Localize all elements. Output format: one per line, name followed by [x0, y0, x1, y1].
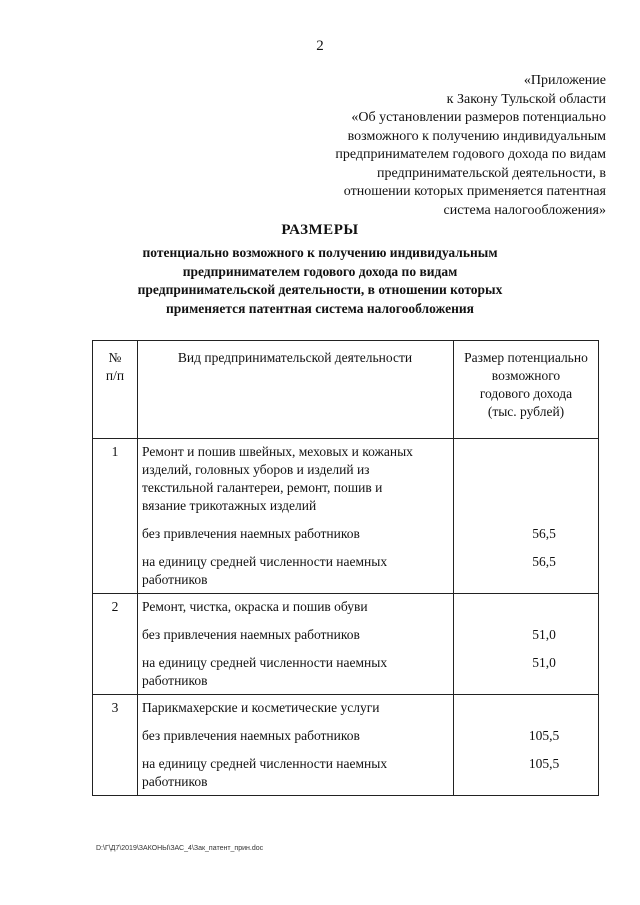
activity-line: изделий, головных уборов и изделий из — [142, 462, 370, 477]
income-value: 56,5 — [532, 554, 556, 569]
table-header-row — [93, 341, 599, 439]
income-value: 105,5 — [528, 756, 560, 771]
header-size-line: (тыс. рублей) — [487, 404, 565, 419]
header-activity-label: Вид предпринимательской деятельности — [177, 350, 413, 365]
table-row — [93, 594, 599, 695]
appendix-line: предпринимательской деятельности, в — [377, 165, 606, 181]
header-number-line: п/п — [105, 368, 125, 383]
subtitle-line: предпринимательской деятельности, в отношении которых — [137, 282, 503, 297]
sub-item-label: на единицу средней численности наемных — [142, 554, 388, 569]
income-value: 56,5 — [532, 526, 556, 541]
appendix-line: «Об установлении размеров потенциально — [351, 110, 606, 125]
income-value: 105,5 — [528, 728, 560, 743]
sub-item-label: без привлечения наемных работников — [142, 627, 360, 642]
subtitle-line: предпринимателем годового дохода по видам — [182, 263, 458, 279]
activity-line: Ремонт, чистка, окраска и пошив обуви — [142, 599, 368, 614]
file-path-footer: D:\Г\Д7\2019\ЗАКОНЫ\ЗАС_4\Зак_патент_прин.doc — [96, 845, 264, 852]
sub-item-label: работников — [142, 572, 208, 587]
header-number-line: № — [108, 350, 122, 365]
header-number — [93, 341, 138, 439]
activity-line: текстильной галантереи, ремонт, пошив и — [142, 480, 383, 495]
appendix-line: отношении которых применяется патентная — [343, 184, 606, 199]
table-row — [93, 439, 599, 594]
document-title: РАЗМЕРЫ — [281, 222, 359, 238]
table-row — [93, 695, 599, 796]
row-activity — [138, 594, 454, 695]
row-activity — [138, 695, 454, 796]
sub-item-label: без привлечения наемных работников — [142, 526, 360, 541]
appendix-line: предпринимателем годового дохода по видам — [335, 147, 606, 162]
appendix-line: «Приложение — [523, 73, 606, 88]
appendix-block — [306, 72, 606, 220]
row-income-values — [454, 594, 599, 695]
header-size-line: годового дохода — [479, 386, 573, 401]
appendix-line: система налогообложения» — [443, 202, 606, 218]
row-income-values — [454, 439, 599, 594]
income-value: 51,0 — [532, 627, 556, 642]
sub-item-label: работников — [142, 673, 208, 688]
activity-line: Ремонт и пошив швейных, меховых и кожаных — [142, 444, 413, 459]
row-number: 1 — [93, 439, 138, 594]
appendix-line: возможного к получению индивидуальным — [347, 128, 606, 144]
header-size-line: возможного — [491, 368, 561, 383]
row-activity — [138, 439, 454, 594]
row-number: 3 — [93, 695, 138, 796]
subtitle-line: применяется патентная система налогообложения — [166, 300, 474, 316]
header-size-line: Размер потенциально — [464, 350, 588, 365]
subtitle-line: потенциально возможного к получению индивидуальным — [142, 245, 498, 260]
sub-item-label: на единицу средней численности наемных — [142, 756, 388, 771]
sub-item-label: на единицу средней численности наемных — [142, 655, 388, 670]
document-subtitle — [0, 244, 640, 318]
income-value: 51,0 — [532, 655, 556, 670]
income-table — [92, 340, 599, 796]
row-income-values — [454, 695, 599, 796]
activity-line: Парикмахерские и косметические услуги — [142, 700, 380, 715]
sub-item-label: без привлечения наемных работников — [142, 728, 360, 743]
header-activity — [138, 341, 454, 439]
header-income-size — [454, 341, 599, 439]
appendix-line: к Закону Тульской области — [446, 91, 606, 107]
activity-line: вязание трикотажных изделий — [142, 498, 317, 513]
page-number: 2 — [316, 38, 324, 54]
row-number: 2 — [93, 594, 138, 695]
sub-item-label: работников — [142, 774, 208, 789]
